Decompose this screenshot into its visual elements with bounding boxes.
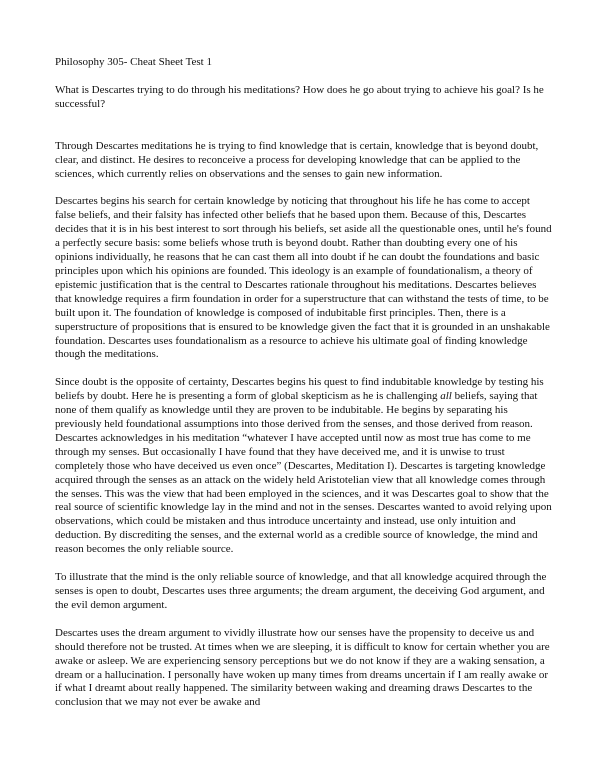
document-title: Philosophy 305- Cheat Sheet Test 1 [55,56,212,68]
paragraph-3-start: Since doubt is the opposite of certainty, Descartes begins his quest to find indubitable knowledge by testing his beliefs by doubt. Here he is presenting a form of global skepticism as he is challenging [55,376,544,403]
document-body [55,56,553,724]
paragraph-4: To illustrate that the mind is the only reliable source of knowledge, and that all knowledge acquired through the senses is open to doubt, Descartes uses three arguments; the dream argument, the deceiving God argument, and the evil demon argument. [55,571,547,611]
paragraph-2: Descartes begins his search for certain knowledge by noticing that throughout his life he has come to accept false beliefs, and their falsity has infected other beliefs that he based upon them. Because of this, Descartes decides that it is in his best interest to sort through his beliefs, set aside all the questionable ones, until he's found a perfectly secure basis: some beliefs whose truth is beyond doubt. Rather than doubting every one of his opinions individually, he reasons that he can cast them all into doubt if he can doubt the foundations and basic principles upon which his opinions are founded. This ideology is an example of foundationalism, a theory of epistemic justification that is the central to Descartes rationale throughout his meditations. Descartes believes that knowledge requires a firm foundation in order for a superstructure that can withstand the tests of time, to be built upon it. The foundation of knowledge is composed of indubitable first principles. Then, there is a superstructure of propositions that is ensured to be knowledge given the fact that it is grounded in an unshakable foundation. Descartes uses foundationalism as a resource to achieve his ultimate goal of finding knowledge though the meditations. [55,195,552,361]
paragraph-1: Through Descartes meditations he is trying to find knowledge that is certain, knowledge that is beyond doubt, clear, and distinct. He desires to reconceive a process for developing knowledge that can be applied to the sciences, which currently relies on observations and the senses to gain new information. [55,139,539,180]
paragraph-3-end: beliefs, saying that none of them qualify as knowledge until they are proven to be indubitable. He begins by separating his previously held foundational assumptions into those derived from the senses, and those derived from reason. Descartes acknowledges in his meditation “whatever I have accepted until now as most true has come to me through my senses. But occasionally I have found that they have deceived me, and it is unwise to trust completely those who have deceived us even once” (Descartes, Meditation I). Descartes is targeting knowledge acquired through the senses as an attack on the widely held Aristotelian view that all knowledge comes through the senses. This was the view that had been employed in the sciences, and it was Descartes goal to show that the real source of scientific knowledge lay in the mind and not in the senses. Descartes wanted to avoid relying upon observations, which could be mistaken and thus introduce uncertainty and instead, use only intuition and deduction. By discrediting the senses, and the external world as a credible source of knowledge, the mind and reason becomes the only reliable source. [55,390,552,556]
paragraph-5: Descartes uses the dream argument to vividly illustrate how our senses have the propensity to deceive us and should therefore not be trusted. At times when we are sleeping, it is difficult to know for certain whether you are awake or asleep. We are experiencing sensory perceptions but we do not know if they are a waking sensation, a dream or a hallucination. I personally have woken up many times from dreams uncertain if I am really awake or if what I dreamt about really happened. The similarity between waking and dreaming draws Descartes to the conclusion that we may not ever be awake and [55,626,550,709]
paragraph-3 [55,376,553,557]
essay-question: What is Descartes trying to do through his meditations? How does he go about trying to achieve his goal? Is he successful? [55,83,544,110]
paragraph-3-emphasis: all [440,390,452,403]
